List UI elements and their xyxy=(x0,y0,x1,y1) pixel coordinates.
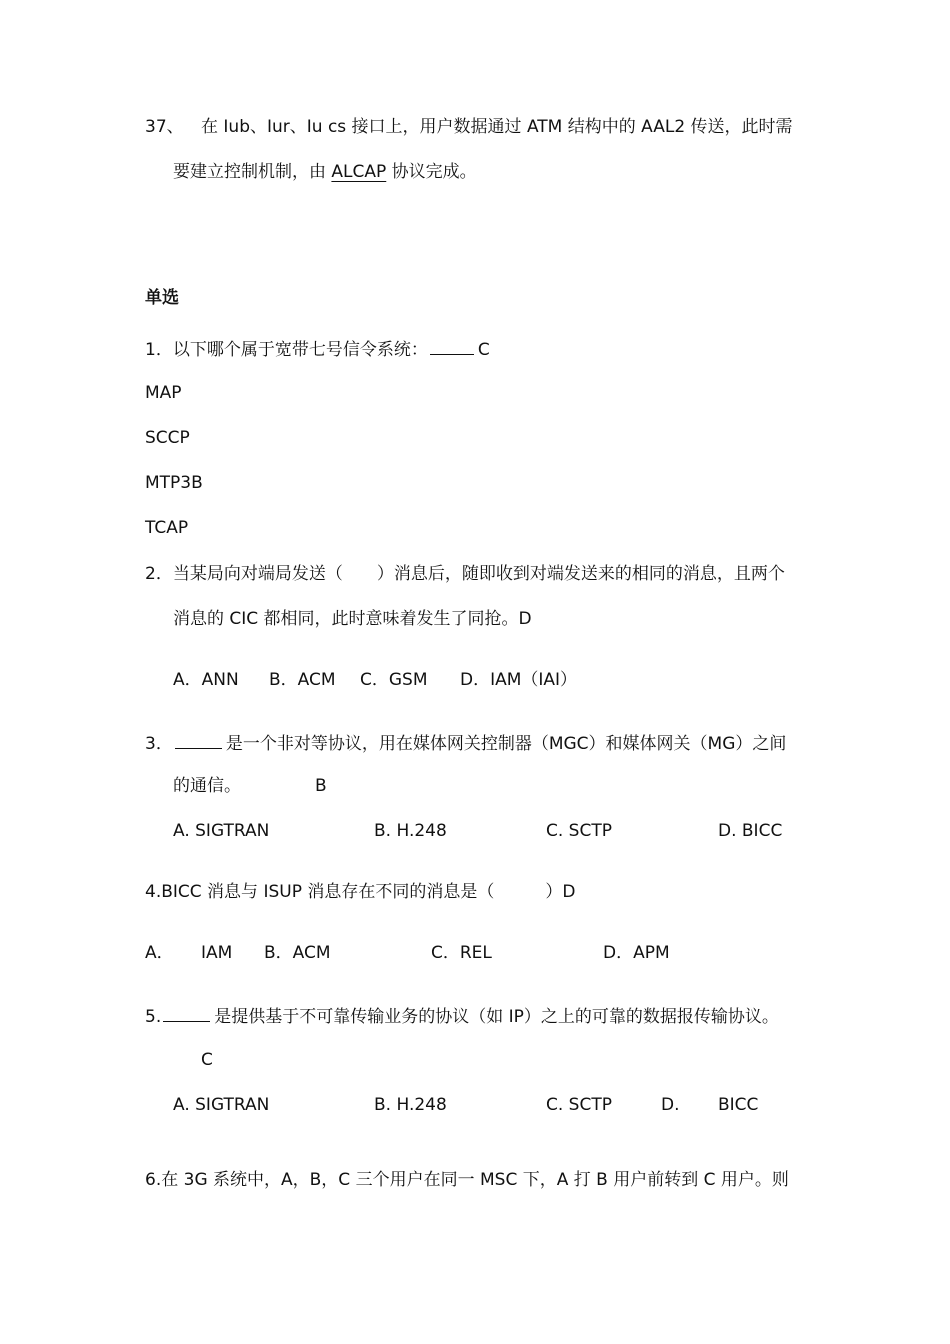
q5-line1 xyxy=(145,1003,779,1029)
q37-line1: 在 Iub、Iur、Iu cs 接口上，用户数据通过 ATM 结构中的 AAL2 传送，此时需 xyxy=(201,117,793,137)
q1-option: MTP3B xyxy=(145,473,203,493)
q3-option-d: D. BICC xyxy=(718,821,783,841)
q5-answer: C xyxy=(201,1050,213,1070)
q3-answer: B xyxy=(315,776,327,796)
q5-number: 5. xyxy=(145,1007,162,1027)
q5-blank xyxy=(163,1003,210,1022)
q3-text: 是一个非对等协议，用在媒体网关控制器（MGC）和媒体网关（MG）之间 xyxy=(225,734,787,754)
section-title: 单选 xyxy=(145,288,179,308)
q2-line1: 2．当某局向对端局发送（ ）消息后，随即收到对端发送来的相同的消息，且两个 xyxy=(145,564,785,584)
q37-number: 37、 xyxy=(145,117,184,137)
q4-option-b: B．ACM xyxy=(264,943,331,963)
q4-option-a-label: A． xyxy=(145,943,174,963)
q1-option: SCCP xyxy=(145,428,190,448)
q37-line2 xyxy=(173,160,477,184)
q6-line1: 6.在 3G 系统中，A，B，C 三个用户在同一 MSC 下，A 打 B 用户前转到 C 用户。则 xyxy=(145,1170,789,1190)
q5-option-a: A. SIGTRAN xyxy=(173,1095,270,1115)
q37-answer: ALCAP xyxy=(331,162,387,182)
q1-text xyxy=(145,336,490,362)
q1-question: 1．以下哪个属于宽带七号信令系统： xyxy=(145,340,428,360)
q1-blank xyxy=(430,336,474,355)
q3-option-c: C. SCTP xyxy=(546,821,612,841)
q3-option-b: B. H.248 xyxy=(374,821,447,841)
q3-line1 xyxy=(145,730,786,756)
q2-line2: 消息的 CIC 都相同，此时意味着发生了同抢。D xyxy=(173,609,532,629)
q4-option-a-text: IAM xyxy=(201,943,233,963)
q3-number: 3． xyxy=(145,734,173,754)
q1-option: MAP xyxy=(145,383,182,403)
q2-option-c: C．GSM xyxy=(360,670,428,690)
q5-option-b: B. H.248 xyxy=(374,1095,447,1115)
q5-text: 是提供基于不可靠传输业务的协议（如 IP）之上的可靠的数据报传输协议。 xyxy=(214,1007,779,1027)
q2-option-d: D．IAM（IAI） xyxy=(460,670,578,690)
q4-option-d: D．APM xyxy=(603,943,670,963)
q3-option-a: A. SIGTRAN xyxy=(173,821,270,841)
q5-option-d-text: BICC xyxy=(718,1095,759,1115)
q1-option: TCAP xyxy=(145,518,189,538)
q4-option-c: C．REL xyxy=(431,943,492,963)
q2-option-a: A．ANN xyxy=(173,670,239,690)
q4-text: 4.BICC 消息与 ISUP 消息存在不同的消息是（ ）D xyxy=(145,882,576,902)
q1-answer: C xyxy=(477,340,490,360)
q37-line2-after: 协议完成。 xyxy=(386,162,477,182)
q5-option-d-label: D. xyxy=(661,1095,680,1115)
q3-line2: 的通信。 xyxy=(173,776,241,796)
q2-option-b: B．ACM xyxy=(269,670,336,690)
q37-line2-before: 要建立控制机制，由 xyxy=(173,162,332,182)
q3-blank xyxy=(175,730,222,749)
q5-option-c: C. SCTP xyxy=(546,1095,612,1115)
